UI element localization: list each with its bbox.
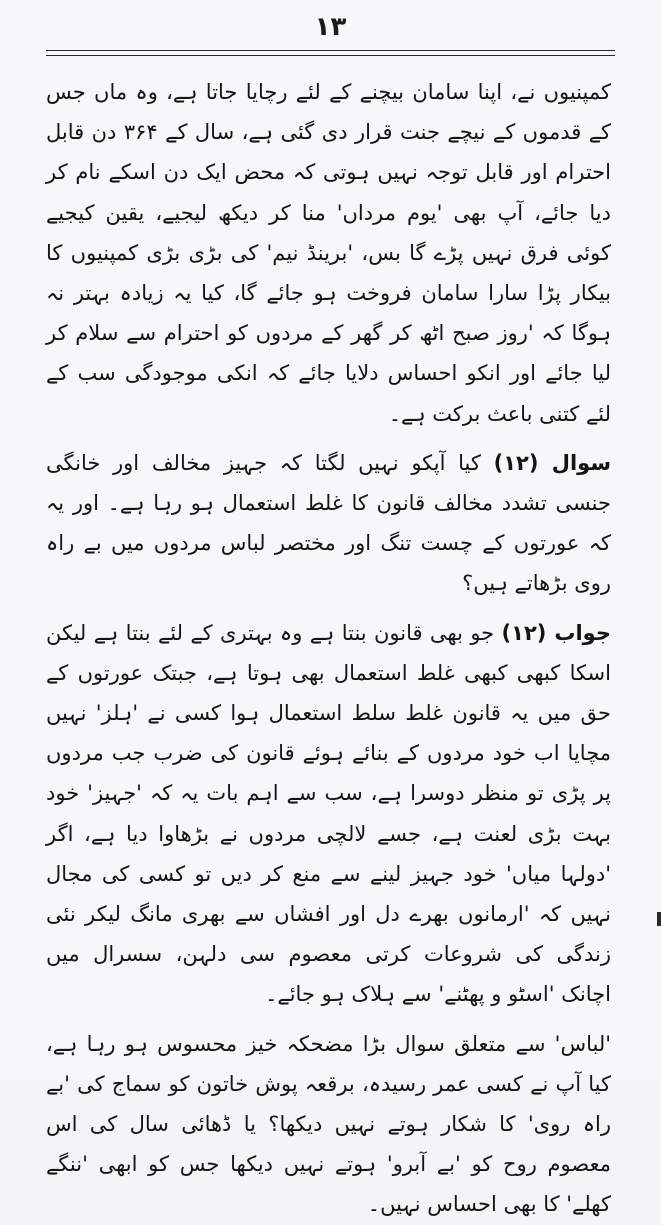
header-rule-top: [46, 50, 615, 51]
header-rule-bottom: [46, 55, 615, 56]
margin-mark: [657, 912, 661, 926]
paragraph-text: جو بھی قانون بنتا ہے وہ بہتری کے لئے بنتا ہے لیکن اسکا کبھی کبھی غلط استعمال بھی ہوتا ہے، جبتک عورتوں کے حق میں یہ قانون غلط سلط استعمال ہوا کسی نے 'ہلز' نہیں مچایا اب خود مردوں کے بنائے ہوئے قانون کی ضرب جب مردوں پر پڑی تو منظر دوسرا ہے، سب سے اہم بات یہ کہ 'جہیز' خود بہت بڑی لعنت ہے، جسے لالچی مردوں نے بڑھاوا دیا ہے، اگر 'دولہا میاں' خود جہیز لینے سے منع کر دیں تو کسی کی مجال نہیں کہ 'ارمانوں بھرے دل اور افشاں سے بھری مانگ لیکر نئی زندگی کی شروعات کرتی معصوم سی دلہن، سسرال میں اچانک 'اسٹو و پھٹنے' سے ہلاک ہو جائے۔: [46, 620, 611, 1007]
paragraph: [46, 1024, 611, 1225]
paragraph: [46, 72, 611, 434]
question-label: سوال (۱۲): [493, 450, 611, 475]
paragraph-text: کیا آپکو نہیں لگتا کہ جہیز مخالف اور خانگی جنسی تشدد مخالف قانون کا غلط استعمال ہو رہا ہے۔ اور یہ کہ عورتوں کے چست تنگ اور مختصر لباس مردوں میں بے راہ روی بڑھاتے ہیں؟: [46, 450, 611, 596]
answer-paragraph: [46, 613, 611, 1015]
page-body: [46, 72, 611, 1225]
question-paragraph: [46, 443, 611, 604]
paragraph-text: 'لباس' سے متعلق سوال بڑا مضحکہ خیز محسوس ہو رہا ہے، کیا آپ نے کسی عمر رسیدہ، برقعہ پوش خاتون کو سماج کی 'بے راہ روی' کا شکار ہوتے نہیں دیکھا؟ یا ڈھائی سال کی اس معصوم روح کو 'بے آبرو' ہوتے نہیں دیکھا جس کو ابھی 'ننگے کھلے' کا بھی احساس نہیں۔: [46, 1031, 611, 1217]
answer-label: جواب (۱۲): [501, 620, 611, 645]
page-number: ۱۳: [314, 12, 347, 42]
paragraph-text: کمپنیوں نے، اپنا سامان بیچنے کے لئے رچایا جاتا ہے، وہ ماں جس کے قدموں کے نیچے جنت قرار دی گئی ہے، سال کے ۳۶۴ دن قابل احترام اور قابل توجہ نہیں ہوتی کہ محض ایک دن اسکے نام کر دیا جائے، آپ بھی 'یوم مرداں' منا کر دیکھ لیجیے، یقین کیجیے کوئی فرق نہیں پڑے گا بس، 'برینڈ نیم' کی بڑی بڑی کمپنیوں کا بیکار پڑا سارا سامان فروخت ہو جائے گا، کیا یہ زیادہ بہتر نہ ہوگا کہ 'روز صبح اٹھ کر گھر کے مردوں کو احترام سے سلام کر لیا جائے اور انکو احساس دلایا جائے کہ انکی موجودگی سب کے لئے کتنی باعث برکت ہے۔: [46, 80, 612, 426]
